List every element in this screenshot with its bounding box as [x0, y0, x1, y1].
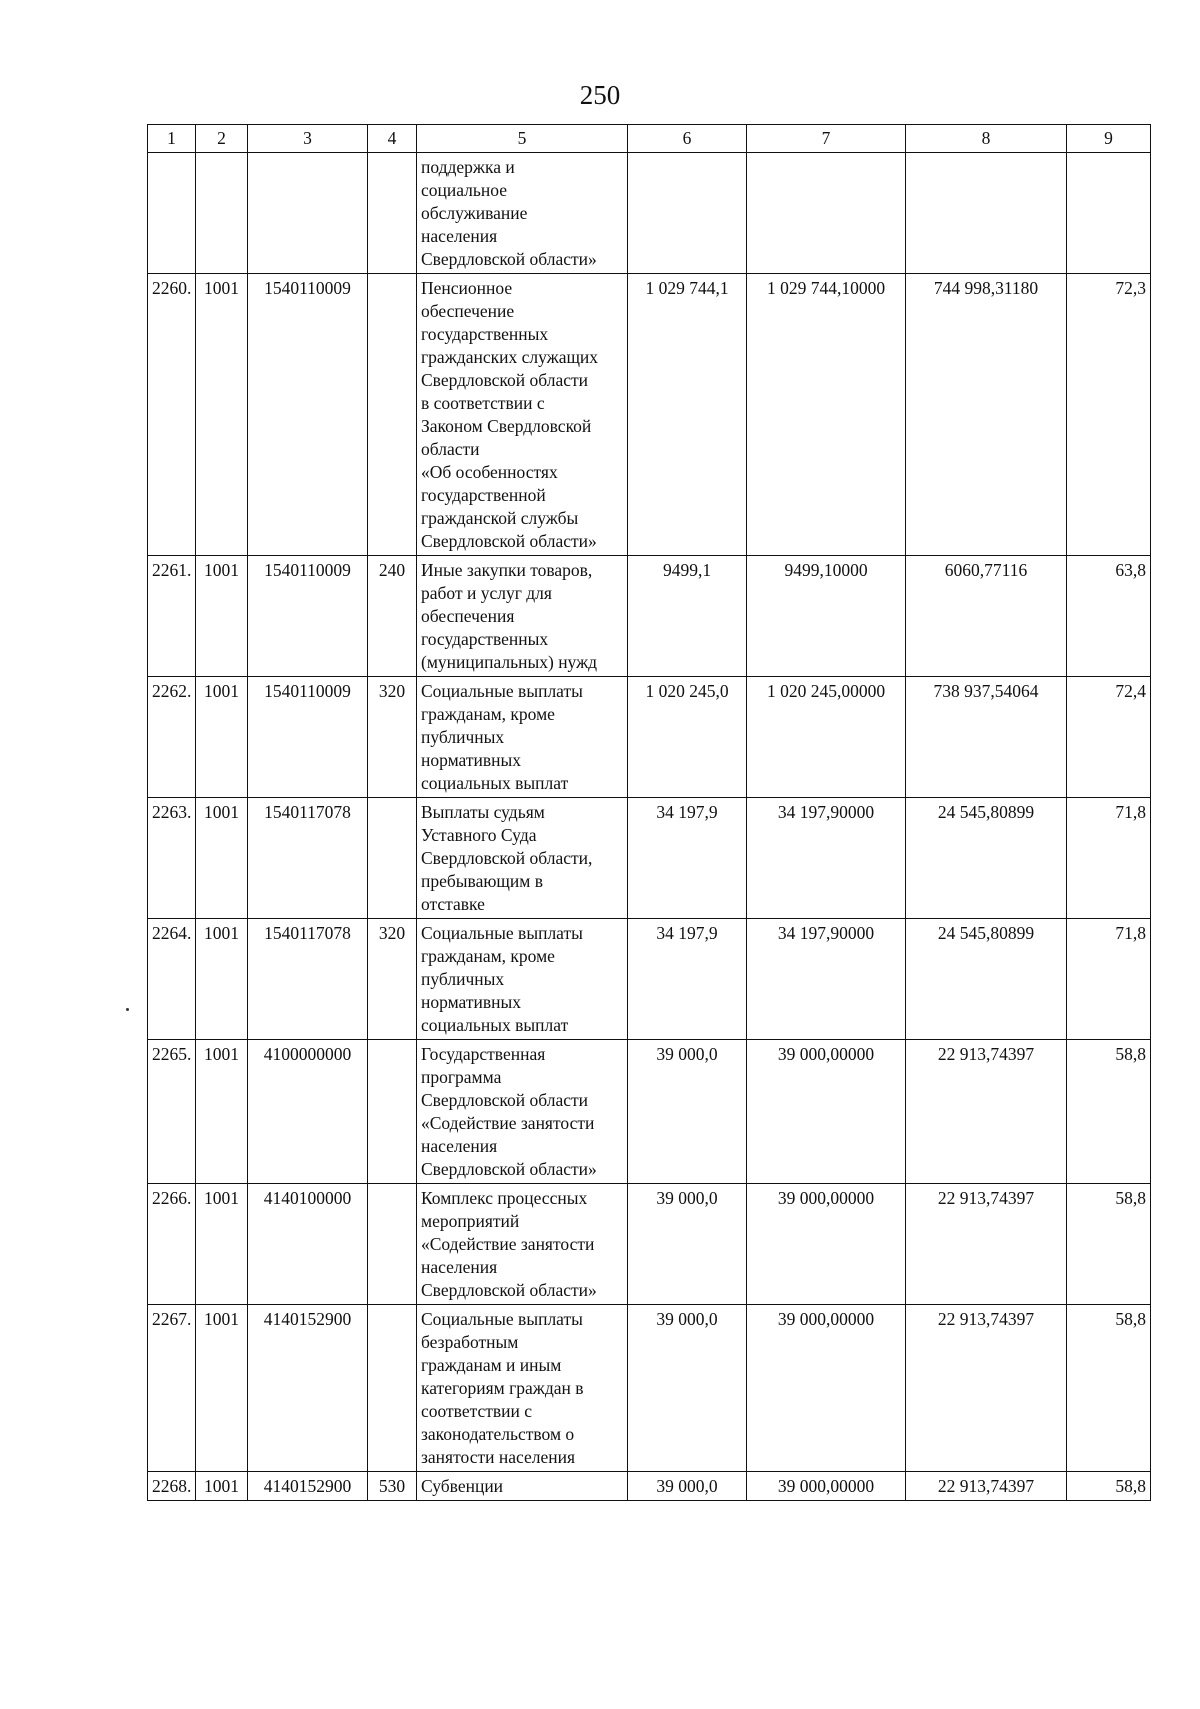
item-name-cell: Комплекс процессных мероприятий «Содействие занятости населения Свердловской области» — [417, 1184, 628, 1305]
approved-amount-cell — [628, 153, 747, 274]
table-row — [148, 1305, 1151, 1472]
row-number-cell: 2260. — [148, 274, 196, 556]
execution-percent-cell: 71,8 — [1067, 919, 1151, 1040]
expense-type-cell: 320 — [368, 677, 417, 798]
expense-type-cell: 530 — [368, 1472, 417, 1501]
item-name-cell: Социальные выплаты гражданам, кроме публичных нормативных социальных выплат — [417, 677, 628, 798]
expense-type-cell — [368, 1040, 417, 1184]
target-article-cell: 1540110009 — [248, 274, 368, 556]
approved-amount-cell: 39 000,0 — [628, 1184, 747, 1305]
budget-table — [147, 124, 1151, 1501]
table-row — [148, 798, 1151, 919]
target-article-cell — [248, 153, 368, 274]
row-number-cell: 2266. — [148, 1184, 196, 1305]
row-number-cell: 2264. — [148, 919, 196, 1040]
expense-type-cell: 320 — [368, 919, 417, 1040]
adjusted-amount-cell — [747, 153, 906, 274]
item-name-cell: Социальные выплаты гражданам, кроме публичных нормативных социальных выплат — [417, 919, 628, 1040]
executed-amount-cell: 744 998,31180 — [906, 274, 1067, 556]
execution-percent-cell — [1067, 153, 1151, 274]
column-header: 4 — [368, 125, 417, 153]
section-code-cell: 1001 — [196, 556, 248, 677]
executed-amount-cell: 22 913,74397 — [906, 1040, 1067, 1184]
approved-amount-cell: 1 029 744,1 — [628, 274, 747, 556]
expense-type-cell — [368, 798, 417, 919]
target-article-cell: 1540110009 — [248, 556, 368, 677]
adjusted-amount-cell: 39 000,00000 — [747, 1040, 906, 1184]
expense-type-cell — [368, 1305, 417, 1472]
target-article-cell: 1540110009 — [248, 677, 368, 798]
adjusted-amount-cell: 39 000,00000 — [747, 1305, 906, 1472]
adjusted-amount-cell: 9499,10000 — [747, 556, 906, 677]
approved-amount-cell: 1 020 245,0 — [628, 677, 747, 798]
column-header: 2 — [196, 125, 248, 153]
execution-percent-cell: 58,8 — [1067, 1040, 1151, 1184]
approved-amount-cell: 39 000,0 — [628, 1040, 747, 1184]
column-header: 8 — [906, 125, 1067, 153]
column-header: 3 — [248, 125, 368, 153]
row-number-cell: 2263. — [148, 798, 196, 919]
column-header: 5 — [417, 125, 628, 153]
executed-amount-cell — [906, 153, 1067, 274]
section-code-cell: 1001 — [196, 1184, 248, 1305]
table-body — [148, 153, 1151, 1501]
row-number-cell: 2265. — [148, 1040, 196, 1184]
adjusted-amount-cell: 39 000,00000 — [747, 1184, 906, 1305]
approved-amount-cell: 34 197,9 — [628, 798, 747, 919]
row-number-cell: 2261. — [148, 556, 196, 677]
row-number-cell: 2268. — [148, 1472, 196, 1501]
table-row — [148, 556, 1151, 677]
execution-percent-cell: 58,8 — [1067, 1305, 1151, 1472]
adjusted-amount-cell: 1 020 245,00000 — [747, 677, 906, 798]
column-header: 6 — [628, 125, 747, 153]
adjusted-amount-cell: 1 029 744,10000 — [747, 274, 906, 556]
executed-amount-cell: 24 545,80899 — [906, 798, 1067, 919]
approved-amount-cell: 39 000,0 — [628, 1472, 747, 1501]
execution-percent-cell: 72,4 — [1067, 677, 1151, 798]
table-row — [148, 1472, 1151, 1501]
section-code-cell: 1001 — [196, 677, 248, 798]
row-number-cell — [148, 153, 196, 274]
expense-type-cell — [368, 274, 417, 556]
approved-amount-cell: 9499,1 — [628, 556, 747, 677]
executed-amount-cell: 22 913,74397 — [906, 1305, 1067, 1472]
execution-percent-cell: 71,8 — [1067, 798, 1151, 919]
item-name-cell: Социальные выплаты безработным гражданам и иным категориям граждан в соответствии с законодательством о занятости населения — [417, 1305, 628, 1472]
table-row — [148, 677, 1151, 798]
target-article-cell: 4140100000 — [248, 1184, 368, 1305]
section-code-cell: 1001 — [196, 1040, 248, 1184]
section-code-cell: 1001 — [196, 798, 248, 919]
expense-type-cell — [368, 153, 417, 274]
column-header: 9 — [1067, 125, 1151, 153]
executed-amount-cell: 6060,77116 — [906, 556, 1067, 677]
table-row — [148, 153, 1151, 274]
executed-amount-cell: 22 913,74397 — [906, 1472, 1067, 1501]
section-code-cell: 1001 — [196, 1472, 248, 1501]
executed-amount-cell: 738 937,54064 — [906, 677, 1067, 798]
section-code-cell: 1001 — [196, 274, 248, 556]
table-row — [148, 1040, 1151, 1184]
section-code-cell: 1001 — [196, 1305, 248, 1472]
target-article-cell: 4100000000 — [248, 1040, 368, 1184]
item-name-cell: Государственная программа Свердловской области «Содействие занятости населения Свердловской области» — [417, 1040, 628, 1184]
table-row — [148, 1184, 1151, 1305]
item-name-cell: поддержка и социальное обслуживание населения Свердловской области» — [417, 153, 628, 274]
section-code-cell: 1001 — [196, 919, 248, 1040]
target-article-cell: 1540117078 — [248, 798, 368, 919]
item-name-cell: Выплаты судьям Уставного Суда Свердловской области, пребывающим в отставке — [417, 798, 628, 919]
section-code-cell — [196, 153, 248, 274]
item-name-cell: Субвенции — [417, 1472, 628, 1501]
execution-percent-cell: 63,8 — [1067, 556, 1151, 677]
execution-percent-cell: 72,3 — [1067, 274, 1151, 556]
target-article-cell: 4140152900 — [248, 1472, 368, 1501]
column-header: 7 — [747, 125, 906, 153]
executed-amount-cell: 24 545,80899 — [906, 919, 1067, 1040]
execution-percent-cell: 58,8 — [1067, 1184, 1151, 1305]
target-article-cell: 4140152900 — [248, 1305, 368, 1472]
approved-amount-cell: 34 197,9 — [628, 919, 747, 1040]
approved-amount-cell: 39 000,0 — [628, 1305, 747, 1472]
table-row — [148, 274, 1151, 556]
item-name-cell: Пенсионное обеспечение государственных гражданских служащих Свердловской области в соответствии с Законом Свердловской области «Об особенностях государственной гражданской службы Свердловской области» — [417, 274, 628, 556]
table-header-row — [148, 125, 1151, 153]
row-number-cell: 2262. — [148, 677, 196, 798]
execution-percent-cell: 58,8 — [1067, 1472, 1151, 1501]
item-name-cell: Иные закупки товаров, работ и услуг для обеспечения государственных (муниципальных) нужд — [417, 556, 628, 677]
table-row — [148, 919, 1151, 1040]
executed-amount-cell: 22 913,74397 — [906, 1184, 1067, 1305]
adjusted-amount-cell: 39 000,00000 — [747, 1472, 906, 1501]
target-article-cell: 1540117078 — [248, 919, 368, 1040]
page-number: 250 — [579, 80, 621, 110]
column-header: 1 — [148, 125, 196, 153]
scan-speck — [126, 1008, 129, 1011]
expense-type-cell: 240 — [368, 556, 417, 677]
adjusted-amount-cell: 34 197,90000 — [747, 919, 906, 1040]
expense-type-cell — [368, 1184, 417, 1305]
row-number-cell: 2267. — [148, 1305, 196, 1472]
adjusted-amount-cell: 34 197,90000 — [747, 798, 906, 919]
